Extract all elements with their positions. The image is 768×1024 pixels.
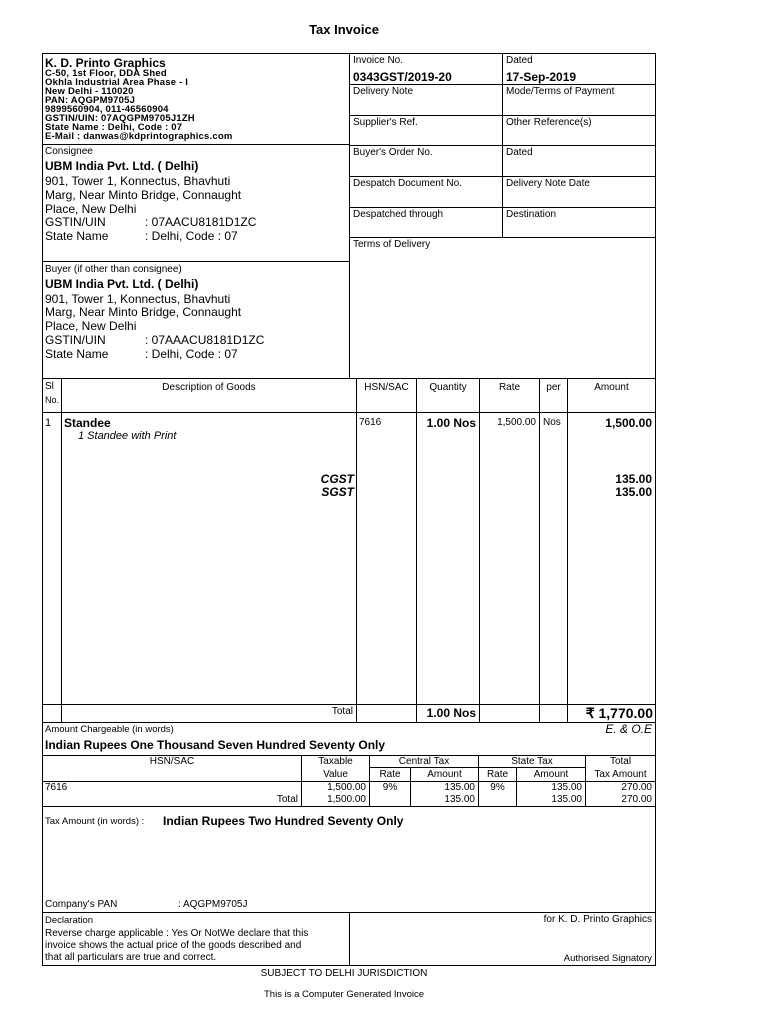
buyer-state-label: State Name bbox=[45, 347, 109, 361]
order-dated-label: Dated bbox=[506, 147, 533, 158]
buyer-address: Marg, Near Minto Bridge, Connaught bbox=[45, 305, 242, 319]
hsn-total-central: 135.00 bbox=[444, 794, 475, 805]
taxable-header-2: Value bbox=[323, 769, 348, 780]
buyer-state: : Delhi, Code : 07 bbox=[145, 347, 238, 361]
state-amount-header: Amount bbox=[533, 769, 569, 780]
tax-words-label: Tax Amount (in words) : bbox=[45, 816, 145, 827]
central-amount-header: Amount bbox=[427, 769, 462, 780]
hsn-row-central-amount: 135.00 bbox=[444, 782, 475, 793]
total-label: Total bbox=[331, 706, 353, 717]
invoice-date: 17-Sep-2019 bbox=[506, 70, 577, 84]
consignee-gstin-label: GSTIN/UIN bbox=[45, 215, 106, 229]
item-rate: 1,500.00 bbox=[497, 417, 536, 428]
rate-header: Rate bbox=[498, 382, 521, 393]
amount-header: Amount bbox=[594, 382, 629, 393]
tax-words: Indian Rupees Two Hundred Seventy Only bbox=[163, 814, 404, 828]
delivery-note-date-label: Delivery Note Date bbox=[506, 178, 590, 189]
seller-line: 9899560904, 011-46560904 bbox=[45, 104, 169, 115]
consignee-address: Marg, Near Minto Bridge, Connaught bbox=[45, 188, 242, 202]
dated-label: Dated bbox=[506, 55, 533, 66]
consignee-address: Place, New Delhi bbox=[45, 202, 137, 216]
total-quantity: 1.00 Nos bbox=[426, 706, 476, 720]
hsn-total-state: 135.00 bbox=[551, 794, 582, 805]
suppliers-ref-label: Supplier's Ref. bbox=[353, 117, 418, 128]
computer-generated-note: This is a Computer Generated Invoice bbox=[264, 989, 424, 1000]
consignee-gstin: : 07AACU8181D1ZC bbox=[145, 215, 257, 229]
destination-label: Destination bbox=[506, 209, 557, 220]
declaration-text: Reverse charge applicable : Yes Or NotWe declare that this bbox=[45, 928, 309, 939]
terms-of-delivery-label: Terms of Delivery bbox=[353, 239, 431, 250]
taxable-header: Taxable bbox=[318, 756, 353, 767]
item-per: Nos bbox=[543, 417, 561, 428]
delivery-note-label: Delivery Note bbox=[353, 86, 414, 97]
hsn-row-central-rate: 9% bbox=[382, 782, 398, 793]
quantity-header: Quantity bbox=[429, 382, 467, 393]
other-refs-label: Other Reference(s) bbox=[506, 117, 592, 128]
buyers-order-label: Buyer's Order No. bbox=[353, 147, 433, 158]
state-rate-header: Rate bbox=[486, 769, 509, 780]
buyer-gstin-label: GSTIN/UIN bbox=[45, 333, 106, 347]
despatched-through-label: Despatched through bbox=[353, 209, 444, 220]
item-quantity: 1.00 Nos bbox=[426, 416, 476, 430]
invoice-no: 0343GST/2019-20 bbox=[353, 70, 452, 84]
seller-line: New Delhi - 110020 bbox=[45, 86, 134, 97]
seller-name: K. D. Printo Graphics bbox=[45, 56, 166, 70]
hsn-row-total: 270.00 bbox=[621, 782, 652, 793]
seller-line: E-Mail : danwas@kdprintographics.com bbox=[45, 131, 233, 142]
seller-line: State Name : Delhi, Code : 07 bbox=[45, 122, 183, 133]
hsn-row-taxable: 1,500.00 bbox=[327, 782, 366, 793]
central-rate-header: Rate bbox=[379, 769, 401, 780]
no-header: No. bbox=[45, 395, 60, 405]
declaration-text: that all particulars are true and correct. bbox=[45, 952, 217, 963]
seller-line: GSTIN/UIN: 07AQGPM9705J1ZH bbox=[45, 113, 195, 124]
item-subtitle: 1 Standee with Print bbox=[78, 430, 177, 442]
hsn-col-header: HSN/SAC bbox=[149, 756, 195, 767]
page-title: Tax Invoice bbox=[309, 22, 379, 37]
company-pan: : AQGPM9705J bbox=[178, 899, 248, 910]
sl-header: Sl bbox=[45, 381, 54, 392]
eoe-note: E. & O.E bbox=[605, 722, 652, 736]
hsn-total-tax: 270.00 bbox=[621, 794, 652, 805]
invoice-no-label: Invoice No. bbox=[353, 55, 404, 66]
jurisdiction-note: SUBJECT TO DELHI JURISDICTION bbox=[260, 968, 428, 979]
hsn-header: HSN/SAC bbox=[364, 382, 409, 393]
item-hsn: 7616 bbox=[359, 417, 382, 428]
consignee-state: : Delhi, Code : 07 bbox=[145, 229, 238, 243]
sgst-label: SGST bbox=[321, 485, 354, 499]
sgst-amount: 135.00 bbox=[615, 485, 652, 499]
hsn-total-taxable: 1,500.00 bbox=[327, 794, 366, 805]
buyer-address: Place, New Delhi bbox=[45, 319, 137, 333]
seller-line: Okhla Industrial Area Phase - I bbox=[45, 77, 189, 88]
item-name: Standee bbox=[64, 416, 111, 430]
buyer-gstin: : 07AAACU8181D1ZC bbox=[145, 333, 265, 347]
per-header: per bbox=[546, 382, 561, 393]
signatory-company: for K. D. Printo Graphics bbox=[543, 914, 652, 925]
consignee-name: UBM India Pvt. Ltd. ( Delhi) bbox=[45, 159, 199, 173]
central-tax-header: Central Tax bbox=[398, 756, 450, 767]
total-tax-header-2: Tax Amount bbox=[594, 769, 647, 780]
declaration-label: Declaration bbox=[45, 915, 94, 926]
description-header: Description of Goods bbox=[162, 382, 256, 393]
hsn-total-label: Total bbox=[276, 794, 298, 805]
authorised-signatory: Authorised Signatory bbox=[563, 953, 652, 964]
hsn-row-state-amount: 135.00 bbox=[551, 782, 582, 793]
despatch-doc-label: Despatch Document No. bbox=[353, 178, 462, 189]
buyer-label: Buyer (if other than consignee) bbox=[45, 264, 182, 275]
seller-line: PAN: AQGPM9705J bbox=[45, 95, 136, 106]
declaration-text: invoice shows the actual price of the goods described and bbox=[45, 940, 302, 951]
payment-terms-label: Mode/Terms of Payment bbox=[506, 86, 615, 97]
buyer-address: 901, Tower 1, Konnectus, Bhavhuti bbox=[45, 292, 231, 306]
total-tax-header: Total bbox=[609, 756, 632, 767]
cgst-label: CGST bbox=[320, 472, 354, 486]
company-pan-label: Company's PAN bbox=[45, 899, 118, 910]
consignee-address: 901, Tower 1, Konnectus, Bhavhuti bbox=[45, 174, 231, 188]
consignee-state-label: State Name bbox=[45, 229, 109, 243]
cgst-amount: 135.00 bbox=[615, 472, 652, 486]
amount-words: Indian Rupees One Thousand Seven Hundred Seventy Only bbox=[45, 738, 386, 752]
seller-line: C-50, 1st Floor, DDA Shed bbox=[45, 68, 167, 79]
hsn-row-code: 7616 bbox=[45, 782, 68, 793]
hsn-row-state-rate: 9% bbox=[490, 782, 505, 793]
item-sl: 1 bbox=[45, 417, 52, 429]
item-amount: 1,500.00 bbox=[605, 416, 652, 430]
grand-total: ₹ 1,770.00 bbox=[585, 705, 653, 721]
consignee-label: Consignee bbox=[45, 146, 93, 157]
buyer-name: UBM India Pvt. Ltd. ( Delhi) bbox=[45, 277, 199, 291]
amount-words-label: Amount Chargeable (in words) bbox=[45, 724, 174, 735]
state-tax-header: State Tax bbox=[511, 756, 553, 767]
